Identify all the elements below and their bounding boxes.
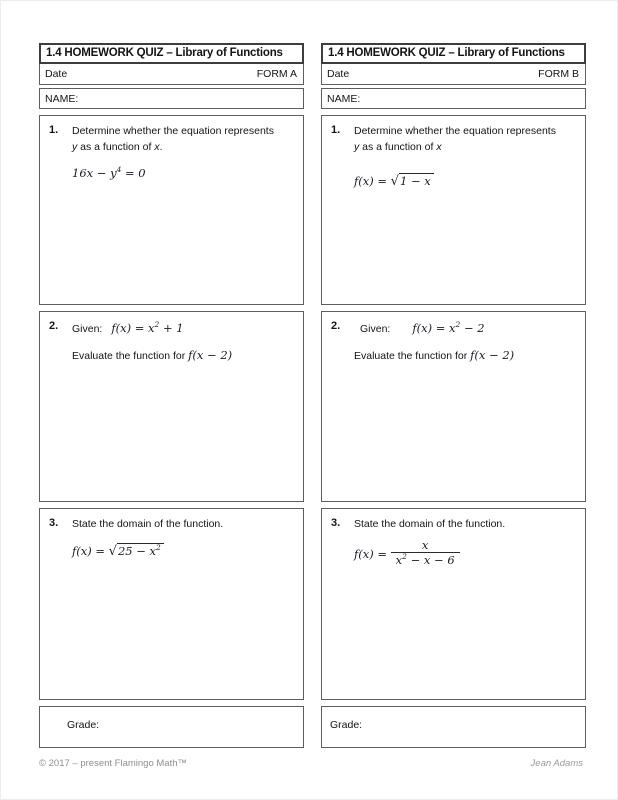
- quiz-title: 1.4 HOMEWORK QUIZ – Library of Functions: [39, 43, 304, 64]
- radical-sign: √: [390, 173, 399, 189]
- question-1: [331, 124, 577, 191]
- question-3-box: [39, 508, 304, 700]
- question-number: 2.: [331, 320, 341, 332]
- radicand: 1 − x: [399, 173, 434, 188]
- name-field: [39, 88, 304, 109]
- grade-label: Grade:: [330, 719, 363, 731]
- grade-field: [321, 706, 586, 748]
- evaluate-expression: f(x − 2): [188, 347, 233, 362]
- domain-function: f(x) = $\frac{x}{x^2 - x - 6}$: [354, 542, 575, 568]
- question-3: [49, 517, 295, 561]
- question-text: [354, 124, 577, 191]
- author-name: Jean Adams: [530, 758, 583, 769]
- prompt-line-1: Determine whether the equation represents: [354, 125, 556, 137]
- copyright-text: © 2017 – present Flamingo Math™: [39, 758, 187, 769]
- denominator: $x^2 - x - 6$: [391, 552, 460, 568]
- question-1-box: [321, 115, 586, 305]
- radical-sign: √: [108, 543, 117, 559]
- given-line: Given: $f(x) = x^2 + 1$: [72, 320, 184, 335]
- question-number: 3.: [49, 517, 59, 529]
- question-number: 2.: [49, 320, 59, 332]
- quiz-form-b: [321, 43, 586, 748]
- question-text: [72, 124, 295, 182]
- question-1-box: [39, 115, 304, 305]
- given-line: Given: $f(x) = x^2 - 2$: [360, 320, 485, 335]
- quiz-title: 1.4 HOMEWORK QUIZ – Library of Functions: [321, 43, 586, 64]
- equation: $16x - y^4 = 0$: [72, 164, 146, 180]
- question-2: [49, 320, 295, 365]
- date-form-row: [39, 64, 304, 85]
- prompt-line: State the domain of the function.: [72, 518, 224, 530]
- prompt-line: State the domain of the function.: [354, 518, 506, 530]
- question-text: [354, 320, 577, 365]
- question-2-box: [321, 311, 586, 502]
- form-version-label: FORM A: [256, 68, 297, 80]
- prompt-line-1: Determine whether the equation represents: [72, 125, 274, 137]
- question-text: [72, 517, 295, 561]
- question-number: 1.: [49, 124, 59, 136]
- domain-function: $f(x) = √25 - x^2$: [72, 542, 293, 562]
- given-function: $f(x) = x^2 + 1$: [111, 320, 184, 335]
- given-function: $f(x) = x^2 - 2$: [412, 320, 485, 335]
- evaluate-line: Evaluate the function for f(x − 2): [354, 347, 515, 362]
- date-form-row: [321, 64, 586, 85]
- question-number: 3.: [331, 517, 341, 529]
- equation: f(x) = √1 − x: [354, 172, 575, 192]
- date-label: Date: [45, 68, 68, 80]
- question-2-box: [39, 311, 304, 502]
- prompt-line-2: y as a function of x.: [72, 140, 163, 153]
- numerator: x: [421, 537, 429, 552]
- question-1: [49, 124, 295, 182]
- question-3: [331, 517, 577, 568]
- radicand: $25 - x^2$: [117, 543, 164, 558]
- question-text: [354, 517, 577, 568]
- form-version-label: FORM B: [538, 68, 579, 80]
- question-2: [331, 320, 577, 365]
- name-label: NAME:: [327, 93, 361, 105]
- quiz-form-a: [39, 43, 304, 748]
- name-label: NAME:: [45, 93, 79, 105]
- question-text: [72, 320, 295, 365]
- question-3-box: [321, 508, 586, 700]
- question-number: 1.: [331, 124, 341, 136]
- evaluate-line: Evaluate the function for f(x − 2): [72, 347, 233, 362]
- name-field: [321, 88, 586, 109]
- prompt-line-2: y as a function of x: [354, 140, 442, 153]
- evaluate-expression: f(x − 2): [470, 347, 515, 362]
- grade-field: [39, 706, 304, 748]
- grade-label: Grade:: [67, 719, 100, 731]
- fraction: [391, 539, 460, 568]
- date-label: Date: [327, 68, 350, 80]
